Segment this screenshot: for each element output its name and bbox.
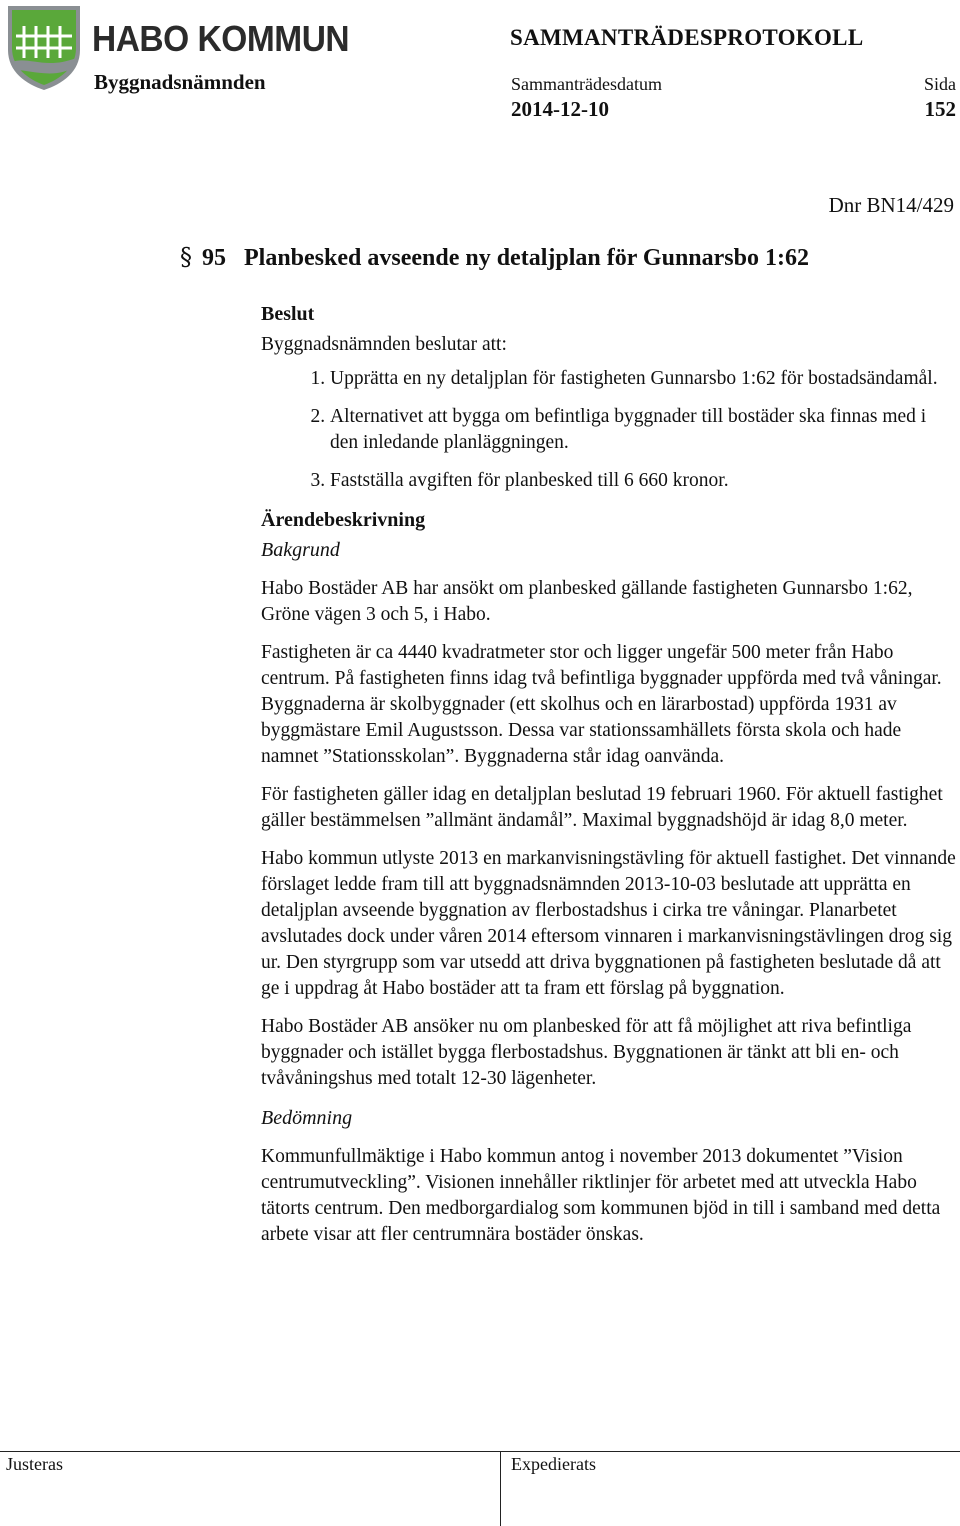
background-paragraph-4: Habo kommun utlyste 2013 en markanvisningstävling för aktuell fastighet. Det vinnande förslaget ledde fram till att byggnadsnämnden 2013-10-03 beslutade att upprätta en detaljplan avseende byggnation av flerbostadshus i cirka tre våningar. Planarbetet avslutades dock under våren 2014 eftersom vinnaren i markanvisningstävlingen drog sig ur. Den styrgrupp som var utsedd att driva byggnationen på fastigheten beslutade då att ge i uppdrag åt Habo bostäder att ta fram ett förslag på byggnation. — [261, 848, 956, 999]
meeting-date-value: 2014-12-10 — [511, 97, 609, 121]
justeras-label: Justeras — [6, 1454, 63, 1474]
decision-item-3: 3. Fastställa avgiften för planbesked till 6 660 kronor. — [330, 468, 959, 494]
decision-heading: Beslut — [261, 303, 315, 325]
footer-divider — [0, 1451, 960, 1452]
assessment-heading: Bedömning — [261, 1107, 353, 1129]
page-number: 152 — [924, 97, 956, 121]
page-label: Sida — [923, 74, 956, 94]
case-description-heading: Ärendebeskrivning — [261, 509, 426, 531]
decision-item-1: 1. Upprätta en ny detaljplan för fastigheten Gunnarsbo 1:62 för bostadsändamål. — [330, 366, 959, 392]
section-heading — [180, 243, 809, 272]
protocol-title: SAMMANTRÄDESPROTOKOLL — [510, 25, 864, 50]
section-number: 95 — [202, 245, 226, 271]
document-body — [261, 300, 959, 1260]
habo-kommun-coat-of-arms-logo — [6, 4, 82, 92]
section-title: Planbesked avseende ny detaljplan för Gunnarsbo 1:62 — [244, 245, 809, 271]
footer-column-divider — [500, 1451, 501, 1526]
meeting-date-label: Sammanträdesdatum — [511, 74, 662, 94]
background-paragraph-5: Habo Bostäder AB ansöker nu om planbesked för att få möjlighet att riva befintliga byggnader och istället bygga flerbostadshus. Byggnationen är tänkt att bli en- och tvåvåningshus med totalt 12-30 lägenheter. — [261, 1016, 912, 1089]
background-paragraph-2: Fastigheten är ca 4440 kvadratmeter stor och ligger ungefär 500 meter från Habo centrum. På fastigheten finns idag två befintliga byggnader uppförda med två våningar. Byggnaderna är skolbyggnader (ett skolhus och en lärarbostad) uppförda 1931 av byggmästare Emil Augustsson. Dessa var stationssamhällets första skola och hade namnet ”Stationsskolan”. Byggnaderna står idag oanvända. — [261, 642, 942, 767]
decision-item-2: 2. Alternativet att bygga om befintliga byggnader till bostäder ska finnas med i den inledande planläggningen. — [330, 404, 959, 456]
expedierats-label: Expedierats — [511, 1454, 596, 1474]
case-number: Dnr BN14/429 — [828, 193, 954, 217]
decision-list — [261, 366, 959, 494]
paragraph-symbol: § — [180, 243, 192, 271]
assessment-paragraph-1: Kommunfullmäktige i Habo kommun antog i november 2013 dokumentet ”Vision centrumutveckling”. Visionen innehåller riktlinjer för arbetet med att utveckla Habo tätorts centrum. Den medborgardialog som kommunen bjöd in till i samband med detta arbete visar att fler centrumnära bostäder önskas. — [261, 1146, 941, 1245]
committee-name: Byggnadsnämnden — [94, 70, 266, 94]
logo-wordmark: HABO KOMMUN — [92, 18, 350, 59]
background-paragraph-1: Habo Bostäder AB har ansökt om planbesked gällande fastigheten Gunnarsbo 1:62, Gröne vägen 3 och 5, i Habo. — [261, 578, 913, 625]
background-heading: Bakgrund — [261, 539, 340, 561]
background-paragraph-3: För fastigheten gäller idag en detaljplan beslutad 19 februari 1960. För aktuell fastighet gäller bestämmelsen ”allmänt ändamål”. Maximal byggnadshöjd är idag 8,0 meter. — [261, 784, 943, 831]
decision-intro: Byggnadsnämnden beslutar att: — [261, 334, 507, 355]
